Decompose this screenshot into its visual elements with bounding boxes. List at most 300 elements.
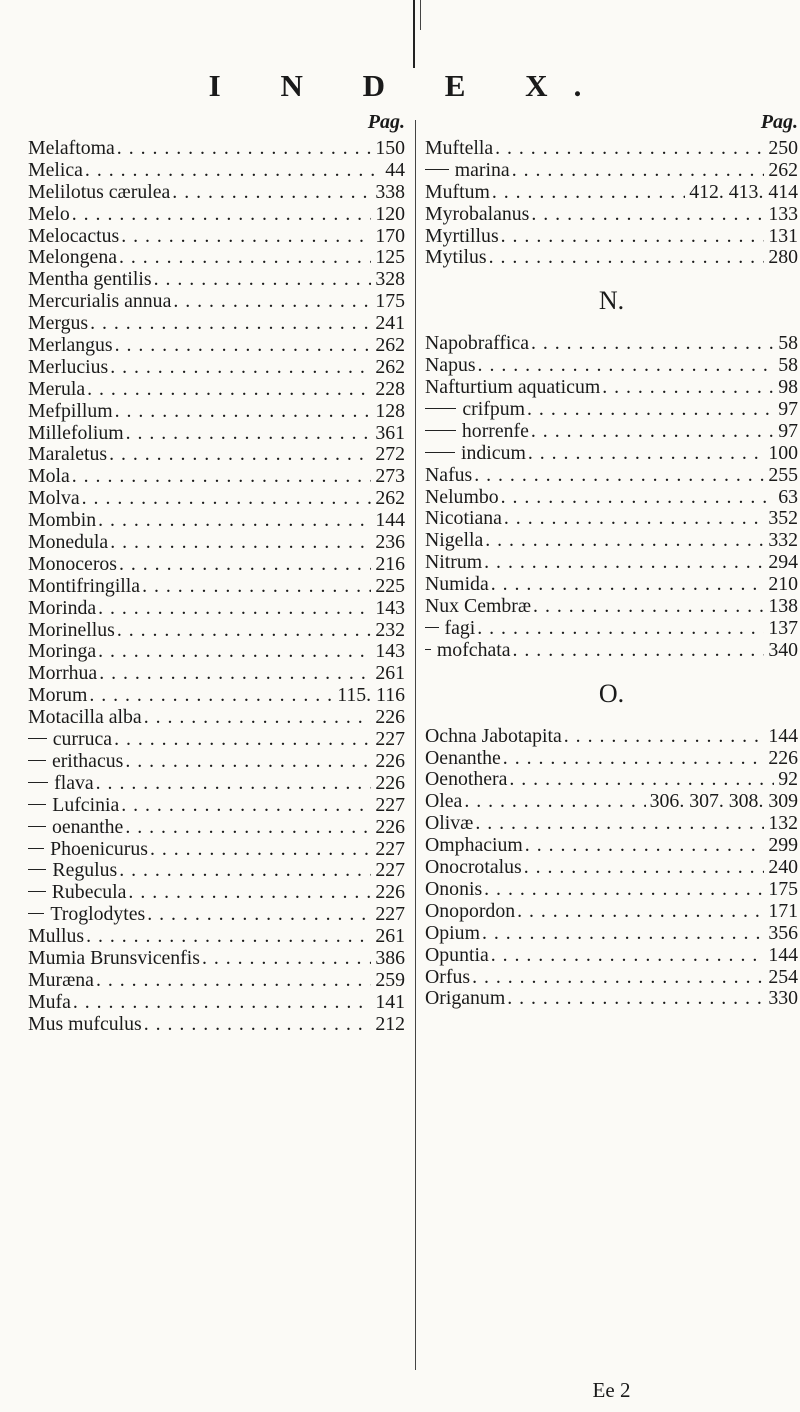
entry-page-number: 92 (778, 768, 798, 791)
entry-page-number: 386 (375, 946, 405, 969)
dot-leader (110, 357, 371, 379)
entry-term: Nafus (425, 463, 473, 486)
dot-leader (89, 685, 333, 707)
index-entry (28, 226, 405, 248)
index-entry (425, 530, 798, 552)
entry-page-number: 63 (778, 485, 798, 508)
index-entry (28, 598, 405, 620)
dot-leader (96, 773, 372, 795)
dot-leader (509, 769, 774, 791)
ditto-dash (425, 169, 449, 170)
dot-leader (531, 333, 774, 355)
signature-mark: Ee 2 (592, 1378, 631, 1402)
entry-page-number: 227 (375, 793, 405, 816)
entry-page-number: 44 (385, 158, 405, 181)
dot-leader (147, 904, 371, 926)
index-entry (425, 160, 798, 182)
dot-leader (87, 379, 371, 401)
entry-term: Motacilla alba (28, 706, 142, 729)
page-edge-line (413, 0, 415, 68)
dot-leader (527, 399, 774, 421)
index-entry (28, 160, 405, 182)
entry-term: Mullus (28, 925, 85, 948)
dot-leader (144, 707, 372, 729)
entry-page-number: 232 (375, 618, 405, 641)
index-entry (28, 795, 405, 817)
dot-leader (512, 160, 765, 182)
index-entry (28, 269, 405, 291)
entry-page-number: 175 (375, 290, 405, 313)
index-entry (28, 357, 405, 379)
dot-leader (98, 510, 371, 532)
dot-leader (531, 204, 764, 226)
entry-page-number: 262 (375, 334, 405, 357)
entry-term: curruca (52, 728, 113, 751)
ditto-dash (28, 826, 46, 827)
index-entry (28, 1014, 405, 1036)
m-entries (425, 138, 798, 269)
entry-page-number: 212 (375, 1012, 405, 1035)
entry-term: Myrobalanus (425, 202, 530, 225)
entry-page-number: 210 (768, 573, 798, 596)
entry-term: Myrtillus (425, 224, 499, 247)
dot-leader (126, 423, 372, 445)
dot-leader (99, 663, 371, 685)
index-entry (425, 552, 798, 574)
entry-page-number: 299 (768, 834, 798, 857)
index-entry (425, 791, 798, 813)
entry-page-number: 125 (375, 246, 405, 269)
entry-term: oenanthe (51, 815, 124, 838)
section-heading-n: N. (598, 286, 625, 316)
n-entries (425, 333, 798, 661)
index-entry (28, 970, 405, 992)
dot-leader (489, 247, 765, 269)
entry-term: Morinda (28, 596, 97, 619)
dot-leader (115, 335, 372, 357)
entry-page-number: 261 (375, 925, 405, 948)
entry-term: erithacus (51, 749, 124, 772)
dot-leader (117, 620, 372, 642)
ditto-dash (28, 891, 46, 892)
section-heading-o: O. (598, 678, 625, 708)
entry-page-number: 226 (375, 749, 405, 772)
entry-term: Troglodytes (50, 903, 146, 926)
dot-leader (492, 182, 685, 204)
entry-page-number: 58 (778, 354, 798, 377)
entry-term: Omphacium (425, 834, 523, 857)
entry-term: Oenanthe (425, 746, 501, 769)
ditto-dash (425, 408, 456, 409)
entry-page-number: 280 (768, 246, 798, 269)
entry-page-number: 226 (375, 881, 405, 904)
entry-term: Rubecula (51, 881, 127, 904)
index-entry (28, 926, 405, 948)
entry-term: Muftella (425, 137, 494, 159)
entry-term: Muræna (28, 968, 94, 991)
entry-term: Mus mufculus (28, 1012, 142, 1035)
index-entry (425, 204, 798, 226)
entry-page-number: 228 (375, 377, 405, 400)
entry-page-number: 412. 413. 414 (689, 180, 798, 203)
index-entry (28, 335, 405, 357)
entry-term: Monedula (28, 531, 109, 554)
dot-leader (119, 860, 371, 882)
entry-term: horrenfe (461, 419, 529, 442)
entry-page-number: 330 (768, 987, 798, 1010)
entry-page-number: 133 (768, 202, 798, 225)
entry-term: Melocactus (28, 224, 120, 247)
entry-term: Molva (28, 487, 80, 510)
index-entry (28, 860, 405, 882)
dot-leader (96, 970, 371, 992)
index-entry (425, 421, 798, 443)
index-entry (425, 596, 798, 618)
dot-leader (501, 487, 775, 509)
entry-term: mofchata (436, 638, 511, 661)
index-entry (28, 904, 405, 926)
entry-page-number: 361 (375, 421, 405, 444)
index-entry (425, 333, 798, 355)
dot-leader (475, 813, 764, 835)
index-entry (28, 707, 405, 729)
dot-leader (602, 377, 774, 399)
entry-term: Regulus (52, 859, 118, 882)
dot-leader (464, 791, 645, 813)
entry-page-number: 138 (768, 595, 798, 618)
entry-term: Nitrum (425, 551, 483, 574)
dot-leader (142, 576, 371, 598)
entry-page-number: 58 (778, 332, 798, 355)
dot-leader (154, 269, 372, 291)
entry-page-number: 262 (375, 355, 405, 378)
entry-term: marina (454, 158, 510, 181)
entry-term: Mufa (28, 990, 71, 1013)
entry-page-number: 255 (768, 463, 798, 486)
entry-page-number: 236 (375, 531, 405, 554)
entry-term: Napobraffica (425, 332, 529, 355)
dot-leader (86, 926, 371, 948)
index-entry (28, 641, 405, 663)
entry-page-number: 97 (778, 398, 798, 421)
index-entry (425, 182, 798, 204)
index-entry (28, 204, 405, 226)
entry-term: Muftum (425, 180, 490, 203)
dot-leader (73, 992, 371, 1014)
index-entry (28, 685, 405, 707)
entry-term: Monoceros (28, 552, 117, 575)
entry-term: Melo (28, 202, 70, 225)
entry-term: Moringa (28, 640, 97, 663)
entry-term: Lufcinia (52, 793, 120, 816)
index-entry (425, 487, 798, 509)
entry-term: Mentha gentilis (28, 268, 152, 291)
index-entry (28, 773, 405, 795)
index-entry (28, 882, 405, 904)
dot-leader (495, 138, 764, 160)
dot-leader (115, 401, 372, 423)
entry-page-number: 254 (768, 965, 798, 988)
entry-term: Onocrotalus (425, 856, 522, 879)
entry-page-number: 226 (768, 746, 798, 769)
dot-leader (503, 748, 765, 770)
entry-page-number: 137 (768, 616, 798, 639)
entry-term: Phoenicurus (50, 837, 148, 860)
dot-leader (173, 291, 371, 313)
dot-leader (114, 729, 371, 751)
dot-leader (117, 138, 372, 160)
dot-leader (110, 532, 371, 554)
entry-page-number: 273 (375, 465, 405, 488)
index-entry (425, 769, 798, 791)
index-entry (425, 226, 798, 248)
dot-leader (90, 313, 371, 335)
dot-leader (478, 355, 775, 377)
dot-leader (484, 552, 764, 574)
index-entry (425, 138, 798, 160)
entry-page-number: 144 (375, 509, 405, 532)
entry-page-number: 294 (768, 551, 798, 574)
dot-leader (531, 421, 774, 443)
entry-term: Maraletus (28, 443, 108, 466)
entry-page-number: 131 (768, 224, 798, 247)
entry-term: Mercurialis annua (28, 290, 172, 313)
index-entry (28, 576, 405, 598)
entry-term: Mola (28, 465, 70, 488)
dot-leader (517, 901, 764, 923)
entry-page-number: 338 (375, 180, 405, 203)
index-entry (28, 401, 405, 423)
index-entry (28, 729, 405, 751)
ditto-dash (28, 913, 44, 914)
dot-leader (533, 596, 764, 618)
left-entries (28, 138, 405, 1036)
dot-leader (85, 160, 381, 182)
entry-term: Melica (28, 158, 83, 181)
index-entry (28, 663, 405, 685)
index-entry (28, 620, 405, 642)
dot-leader (485, 530, 764, 552)
entry-page-number: 227 (375, 837, 405, 860)
index-entry (425, 574, 798, 596)
entry-term: Ononis (425, 877, 483, 900)
page-edge-line-secondary (420, 0, 421, 30)
ditto-dash (28, 782, 48, 783)
entry-term: Merlangus (28, 334, 113, 357)
entry-term: Nicotiana (425, 507, 502, 530)
entry-term: Opuntia (425, 943, 489, 966)
index-entry (425, 813, 798, 835)
index-entry (425, 399, 798, 421)
entry-page-number: 352 (768, 507, 798, 530)
entry-page-number: 356 (768, 921, 798, 944)
entry-page-number: 262 (375, 487, 405, 510)
entry-term: Numida (425, 573, 489, 596)
right-column (425, 108, 798, 1010)
entry-page-number: 115. 116 (337, 684, 405, 707)
index-entry (28, 313, 405, 335)
entry-term: Merlucius (28, 355, 109, 378)
dot-leader (528, 443, 764, 465)
index-entry (28, 466, 405, 488)
index-entry (425, 879, 798, 901)
dot-leader (119, 247, 371, 269)
dot-leader (564, 726, 765, 748)
entry-page-number: 128 (375, 399, 405, 422)
index-entry (28, 444, 405, 466)
entry-term: Mefpillum (28, 399, 113, 422)
index-entry (28, 817, 405, 839)
ditto-dash (28, 869, 46, 870)
entry-term: Opium (425, 921, 480, 944)
dot-leader (507, 988, 764, 1010)
pag-header-right: Pag. (760, 111, 798, 133)
ditto-dash (28, 804, 46, 805)
dot-leader (491, 574, 765, 596)
dot-leader (477, 618, 764, 640)
dot-leader (484, 879, 764, 901)
ditto-dash (425, 649, 431, 650)
index-entry (28, 291, 405, 313)
entry-page-number: 143 (375, 596, 405, 619)
entry-page-number: 259 (375, 968, 405, 991)
entry-page-number: 241 (375, 312, 405, 335)
entry-page-number: 175 (768, 877, 798, 900)
dot-leader (119, 554, 371, 576)
entry-term: fagi (444, 616, 476, 639)
entry-term: Olea (425, 790, 463, 813)
index-entry (425, 901, 798, 923)
left-column (28, 108, 405, 1036)
entry-page-number: 332 (768, 529, 798, 552)
entry-term: Mombin (28, 509, 97, 532)
index-entry (28, 751, 405, 773)
index-entry (425, 640, 798, 662)
index-entry (425, 945, 798, 967)
index-entry (425, 988, 798, 1010)
index-entry (28, 554, 405, 576)
entry-term: Olivæ (425, 812, 474, 835)
index-entry (28, 247, 405, 269)
entry-page-number: 340 (768, 638, 798, 661)
ditto-dash (425, 452, 455, 453)
entry-page-number: 250 (768, 137, 798, 159)
entry-page-number: 97 (778, 419, 798, 442)
index-entry (425, 443, 798, 465)
entry-page-number: 132 (768, 812, 798, 835)
entry-term: Montifringilla (28, 574, 141, 597)
dot-leader (504, 508, 764, 530)
entry-term: Morum (28, 684, 88, 707)
entry-term: Mumia Brunsvicenfis (28, 946, 200, 969)
index-entry (28, 948, 405, 970)
entry-page-number: 227 (375, 903, 405, 926)
entry-term: Nelumbo (425, 485, 499, 508)
entry-page-number: 225 (375, 574, 405, 597)
dot-leader (202, 948, 371, 970)
index-entry (425, 748, 798, 770)
index-entry (425, 835, 798, 857)
entry-page-number: 216 (375, 552, 405, 575)
entry-page-number: 306. 307. 308. 309 (649, 790, 798, 813)
entry-term: Nux Cembræ (425, 595, 532, 618)
entry-term: Orfus (425, 965, 471, 988)
entry-page-number: 144 (768, 943, 798, 966)
index-entry (28, 138, 405, 160)
o-entries (425, 726, 798, 1011)
index-entry (425, 923, 798, 945)
ditto-dash (28, 738, 47, 739)
index-entry (28, 379, 405, 401)
dot-leader (82, 488, 372, 510)
index-entry (425, 726, 798, 748)
entry-page-number: 141 (375, 990, 405, 1013)
entry-term: Melilotus cærulea (28, 180, 171, 203)
entry-term: Mergus (28, 312, 89, 335)
dot-leader (72, 466, 372, 488)
index-entry (425, 967, 798, 989)
index-entry (28, 839, 405, 861)
dot-leader (513, 640, 765, 662)
index-entry (425, 247, 798, 269)
entry-term: Mytilus (425, 246, 487, 269)
index-entry (425, 857, 798, 879)
dot-leader (172, 182, 371, 204)
entry-page-number: 226 (375, 706, 405, 729)
dot-leader (144, 1014, 372, 1036)
dot-leader (150, 839, 371, 861)
dot-leader (524, 857, 765, 879)
entry-page-number: 226 (375, 815, 405, 838)
entry-term: Melongena (28, 246, 117, 269)
index-entry (425, 355, 798, 377)
entry-page-number: 227 (375, 859, 405, 882)
entry-page-number: 226 (375, 771, 405, 794)
index-entry (28, 532, 405, 554)
entry-term: Oenothera (425, 768, 508, 791)
entry-page-number: 240 (768, 856, 798, 879)
entry-page-number: 120 (375, 202, 405, 225)
column-divider (415, 120, 416, 1370)
entry-page-number: 143 (375, 640, 405, 663)
entry-page-number: 328 (375, 268, 405, 291)
index-entry (425, 508, 798, 530)
ditto-dash (425, 627, 439, 628)
entry-term: Nigella (425, 529, 484, 552)
entry-term: indicum (461, 441, 526, 464)
entry-term: Onopordon (425, 899, 516, 922)
index-entry (28, 423, 405, 445)
dot-leader (125, 751, 371, 773)
ditto-dash (28, 760, 46, 761)
dot-leader (98, 641, 371, 663)
dot-leader (525, 835, 765, 857)
dot-leader (98, 598, 371, 620)
index-title: I N D E X. (208, 68, 608, 103)
index-entry (28, 510, 405, 532)
dot-leader (121, 226, 371, 248)
index-entry (425, 377, 798, 399)
dot-leader (121, 795, 371, 817)
entry-term: crifpum (462, 398, 526, 421)
entry-page-number: 144 (768, 724, 798, 747)
entry-term: Morrhua (28, 662, 98, 685)
dot-leader (128, 882, 371, 904)
entry-term: Merula (28, 377, 86, 400)
entry-page-number: 261 (375, 662, 405, 685)
index-entry (425, 618, 798, 640)
index-entry (425, 465, 798, 487)
